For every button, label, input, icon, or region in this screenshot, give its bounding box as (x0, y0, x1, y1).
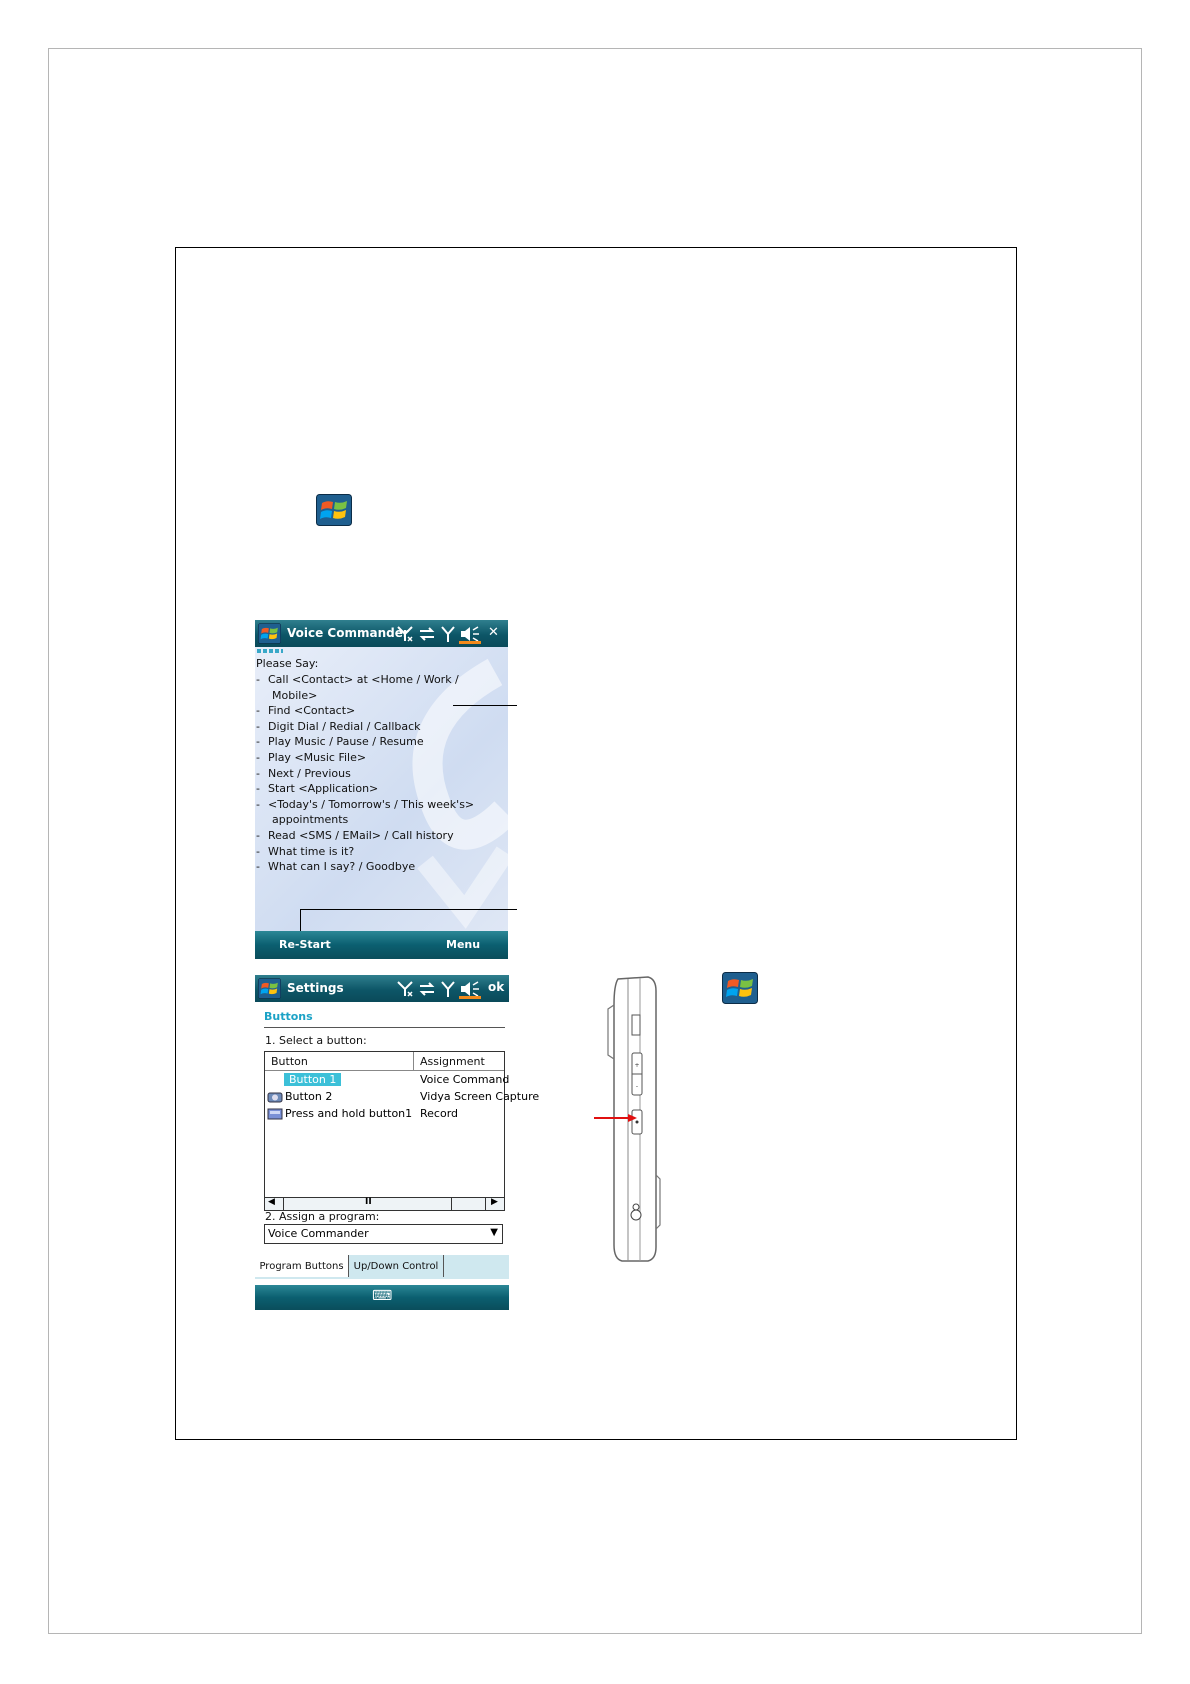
command-text: What can I say? / Goodbye (268, 860, 416, 874)
program-dropdown[interactable] (264, 1224, 503, 1244)
scroll-left-icon[interactable]: ◀ (268, 1197, 275, 1207)
assignment-cell: Voice Command (420, 1073, 510, 1086)
scroll-right-icon[interactable]: ▶ (491, 1197, 498, 1207)
step-1-label: 1. Select a button: (265, 1034, 367, 1047)
command-dash: - (256, 782, 260, 796)
command-text: Find <Contact> (268, 704, 356, 718)
column-header-button[interactable]: Button (265, 1052, 414, 1071)
svg-text:-: - (635, 1083, 639, 1090)
command-text: Play Music / Pause / Resume (268, 735, 424, 749)
recorder-icon (267, 1108, 283, 1120)
windows-start-icon (316, 494, 352, 526)
windows-start-icon (722, 972, 758, 1004)
restart-softkey[interactable]: Re-Start (279, 938, 331, 951)
assignment-cell: Record (420, 1107, 459, 1120)
command-dash: - (256, 860, 260, 874)
command-text: Start <Application> (268, 782, 379, 796)
ok-button[interactable]: ok (488, 980, 505, 994)
command-dash: - (256, 704, 260, 718)
command-dash: - (256, 829, 260, 842)
program-value: Voice Commander (268, 1227, 369, 1240)
callout-line-restart (300, 909, 517, 910)
voice-level-meter (257, 649, 283, 653)
command-dash: - (256, 766, 260, 780)
horizontal-scrollbar[interactable] (265, 1197, 504, 1210)
antenna-icon (396, 625, 414, 643)
tab-program-buttons[interactable]: Program Buttons (255, 1255, 349, 1277)
command-dash: - (256, 673, 260, 686)
tab-strip (255, 1255, 509, 1279)
scroll-thumb[interactable]: II (365, 1197, 372, 1207)
camera-icon (267, 1090, 283, 1103)
tab-up-down-control[interactable]: Up/Down Control (349, 1255, 444, 1277)
speaker-muted-icon (459, 624, 481, 644)
sync-icon (418, 625, 436, 643)
speaker-muted-icon (459, 979, 481, 999)
keyboard-icon[interactable]: ⌨ (372, 1288, 393, 1304)
pointer-arrow (594, 1113, 638, 1123)
command-text: <Today's / Tomorrow's / This week's> (268, 797, 475, 811)
signal-icon (440, 980, 456, 998)
command-text: appointments (272, 813, 349, 827)
menu-softkey[interactable]: Menu (446, 938, 481, 951)
windows-start-icon[interactable] (258, 978, 281, 999)
settings-screenshot (255, 975, 540, 1310)
sync-icon (418, 980, 436, 998)
command-text: Read <SMS / EMail> / Call history (268, 829, 454, 842)
close-icon[interactable]: ✕ (488, 625, 499, 640)
soft-key-bar (255, 1285, 509, 1310)
button-list[interactable] (264, 1051, 540, 1211)
command-text: Play <Music File> (268, 751, 367, 764)
command-text: Call <Contact> at <Home / Work / (268, 673, 459, 686)
app-title: Voice Commander (287, 626, 409, 640)
voice-commander-screenshot (255, 620, 508, 957)
title-bar (255, 975, 509, 1002)
prompt-text: Please Say: (256, 657, 319, 670)
column-header-assignment[interactable]: Assignment (414, 1052, 504, 1071)
watermark-graphic (395, 662, 515, 922)
windows-start-icon[interactable] (258, 623, 281, 644)
command-dash: - (256, 735, 260, 749)
callout-line-commands (453, 705, 517, 706)
command-text: Digit Dial / Redial / Callback (268, 719, 421, 733)
antenna-icon (396, 980, 414, 998)
command-dash: - (256, 844, 260, 858)
command-text: What time is it? (268, 844, 355, 858)
signal-icon (440, 625, 456, 643)
app-title: Settings (287, 981, 344, 995)
step-2-label: 2. Assign a program: (265, 1210, 380, 1223)
button-name-cell: Press and hold button1 (285, 1107, 413, 1120)
button-name-cell: Button 2 (285, 1090, 333, 1103)
svg-text:+: + (634, 1062, 640, 1069)
settings-body (255, 1002, 540, 1309)
voice-command-list (255, 647, 508, 931)
chevron-down-icon[interactable]: ▼ (490, 1227, 498, 1238)
command-dash: - (256, 751, 260, 764)
command-text: Mobile> (272, 688, 318, 702)
title-bar (255, 620, 508, 647)
command-dash: - (256, 719, 260, 733)
callout-drop-restart (300, 909, 301, 931)
section-heading: Buttons (264, 1010, 313, 1023)
command-text: Next / Previous (268, 766, 351, 780)
command-dash: - (256, 797, 260, 811)
divider (264, 1027, 505, 1028)
button-name-cell: Button 1 (284, 1073, 341, 1086)
soft-key-bar (255, 931, 508, 959)
assignment-cell: Vidya Screen Capture (420, 1090, 540, 1103)
